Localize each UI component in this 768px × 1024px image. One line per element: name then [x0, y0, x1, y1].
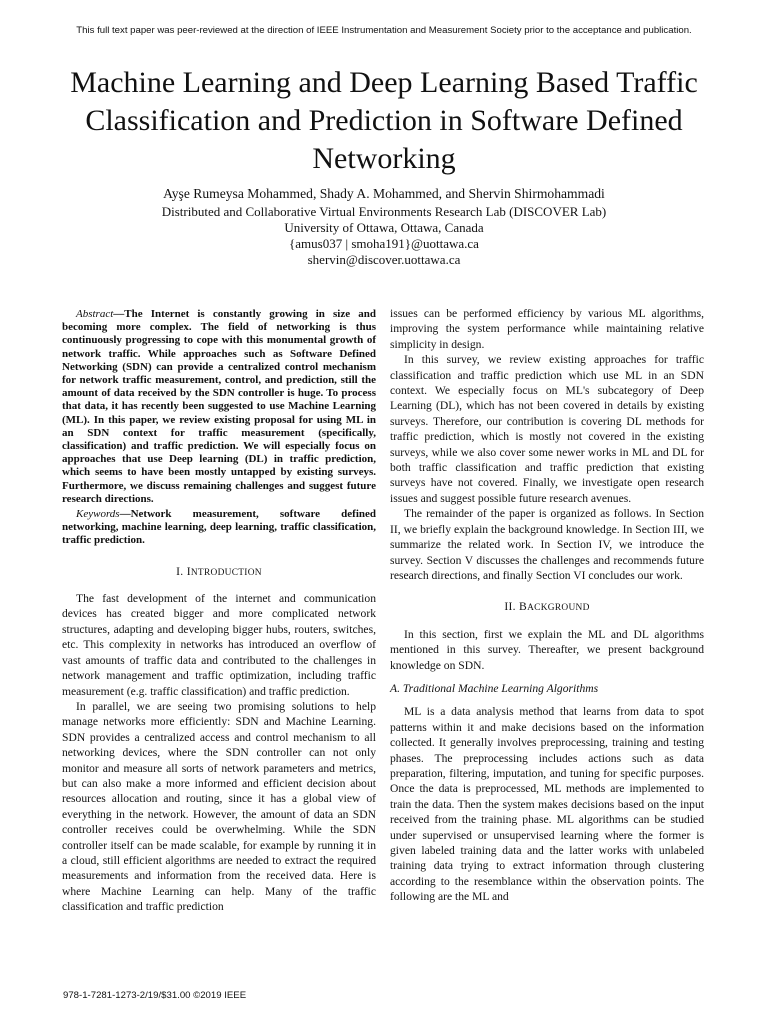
- keywords-text: —Network measurement, software defined networking, machine learning, deep learning, traffic classification, traffic prediction.: [62, 508, 376, 547]
- author-emails: {amus037 | smoha191}@uottawa.ca: [289, 236, 479, 251]
- intro-paragraph-continued: issues can be performed efficiency by various ML algorithms, improving the system performance while maintaining relative simplicity in design.: [390, 307, 704, 351]
- keywords-label: Keywords: [76, 508, 120, 521]
- intro-paragraph-3: In this survey, we review existing approaches for traffic classification and traffic prediction which use ML in an SDN context. We especially focus on ML's subcategory of Deep Learning (DL), which has not been covered in details by existing surveys. Therefore, our contribution is covering DL methods for traffic prediction, which is mostly not covered in the existing surveys, while we also cover some newer works in ML and DL for both traffic classification and traffic prediction that existing surveys have not covered. Finally, we investigate open research issues and suggest possible future research avenues.: [390, 353, 704, 505]
- author-block: [0, 186, 768, 268]
- author-names: Ayşe Rumeysa Mohammed, Shady A. Mohammed, and Shervin Shirmohammadi: [163, 186, 605, 201]
- review-notice: This full text paper was peer-reviewed at the direction of IEEE Instrumentation and Measurement Society prior to the acceptance and publication.: [76, 25, 692, 36]
- section-heading-background: II. BACKGROUND: [504, 600, 590, 614]
- abstract-label: Abstract: [76, 308, 114, 320]
- left-column: [62, 308, 376, 915]
- right-column: [390, 306, 704, 905]
- keywords: [62, 508, 376, 548]
- section-heading-introduction: I. INTRODUCTION: [176, 564, 262, 578]
- abstract-text: —The Internet is constantly growing in size and becoming more complex. The field of networking is thus continuously progressing to cope with this monumental growth of network traffic. While approaches such as Software Defined Networking (SDN) can provide a centralized control mechanism for network traffic measurement, control, and prediction, still the amount of data received by the SDN controller is huge. To process that data, it has recently been suggested to use Machine Learning (ML). In this paper, we review existing proposal for using ML in an SDN context for traffic measurement (specifically, classification) and traffic prediction. We will especially focus on approaches that use Deep learning (DL) in traffic prediction, which seems to have been mostly untapped by existing surveys. Furthermore, we discuss remaining challenges and suggest future research directions.: [62, 308, 376, 505]
- author-university: University of Ottawa, Ottawa, Canada: [284, 220, 484, 235]
- background-paragraph-1: In this section, first we explain the ML and DL algorithms mentioned in this survey. Thereafter, we present background knowledge on SDN.: [390, 627, 704, 672]
- intro-paragraph-2: In parallel, we are seeing two promising solutions to help manage networks more efficiently: SDN and Machine Learning. SDN provides a centralized access and control mechanism to all networking devices, where the SDN controller can not only monitor and measure all sorts of network parameters and metrics, but can also make a more informed and efficient decision about resources allocation and routing, since it has a global view of everything in the network. However, the amount of data an SDN controller receives could be overwhelming. While the SDN controller itself can be made scalable, for example by running it in a cloud, still efficient algorithms are needed to extract the required measurements and information from the received data. Here is where Machine Learning can help. Many of the traffic classification and traffic prediction: [62, 699, 376, 914]
- author-email-shervin: shervin@discover.uottawa.ca: [307, 252, 461, 267]
- intro-paragraph-1: The fast development of the internet and communication devices has created bigger and more complicated network structures, adapting and developing bigger hubs, routers, switches, etc. This complexity in networks has introduced an overflow of vast amounts of traffic data and contributed to the challenges in network management and traffic optimization, including traffic measurement (e.g. traffic classification) and traffic prediction.: [62, 592, 376, 698]
- subsection-heading-traditional-ml: A. Traditional Machine Learning Algorithms: [390, 681, 599, 695]
- author-affiliation: Distributed and Collaborative Virtual Environments Research Lab (DISCOVER Lab): [161, 204, 607, 219]
- intro-paragraph-4: The remainder of the paper is organized as follows. In Section II, we briefly explain the background knowledge. In Section III, we summarize the related work. In Section IV, we introduce the survey. Section V discusses the challenges and recommends future research directions, and finally Section VI concludes our work.: [390, 507, 704, 582]
- copyright-footer: 978-1-7281-1273-2/19/$31.00 ©2019 IEEE: [63, 990, 247, 1001]
- ml-paragraph-1: ML is a data analysis method that learns from data to spot patterns within it and make decisions based on the information collected. It generally involves preprocessing, training and testing phases. The preprocessing includes actions such as data preparation, filtering, imputation, and tuning for specific purposes. Once the data is preprocessed, ML methods are implemented to train the data. Then the system makes decisions based on the input received from the training phase. ML algorithms can be studied under supervised or unsupervised learning where the former is given labeled training data and the latter works with unlabeled training data trying to extract information through clustering according to the resemblance within the observation points. The following are the ML and: [390, 705, 704, 904]
- abstract: [62, 308, 376, 506]
- paper-title: Machine Learning and Deep Learning Based Traffic Classification and Prediction in Software Defined Networking: [70, 66, 698, 175]
